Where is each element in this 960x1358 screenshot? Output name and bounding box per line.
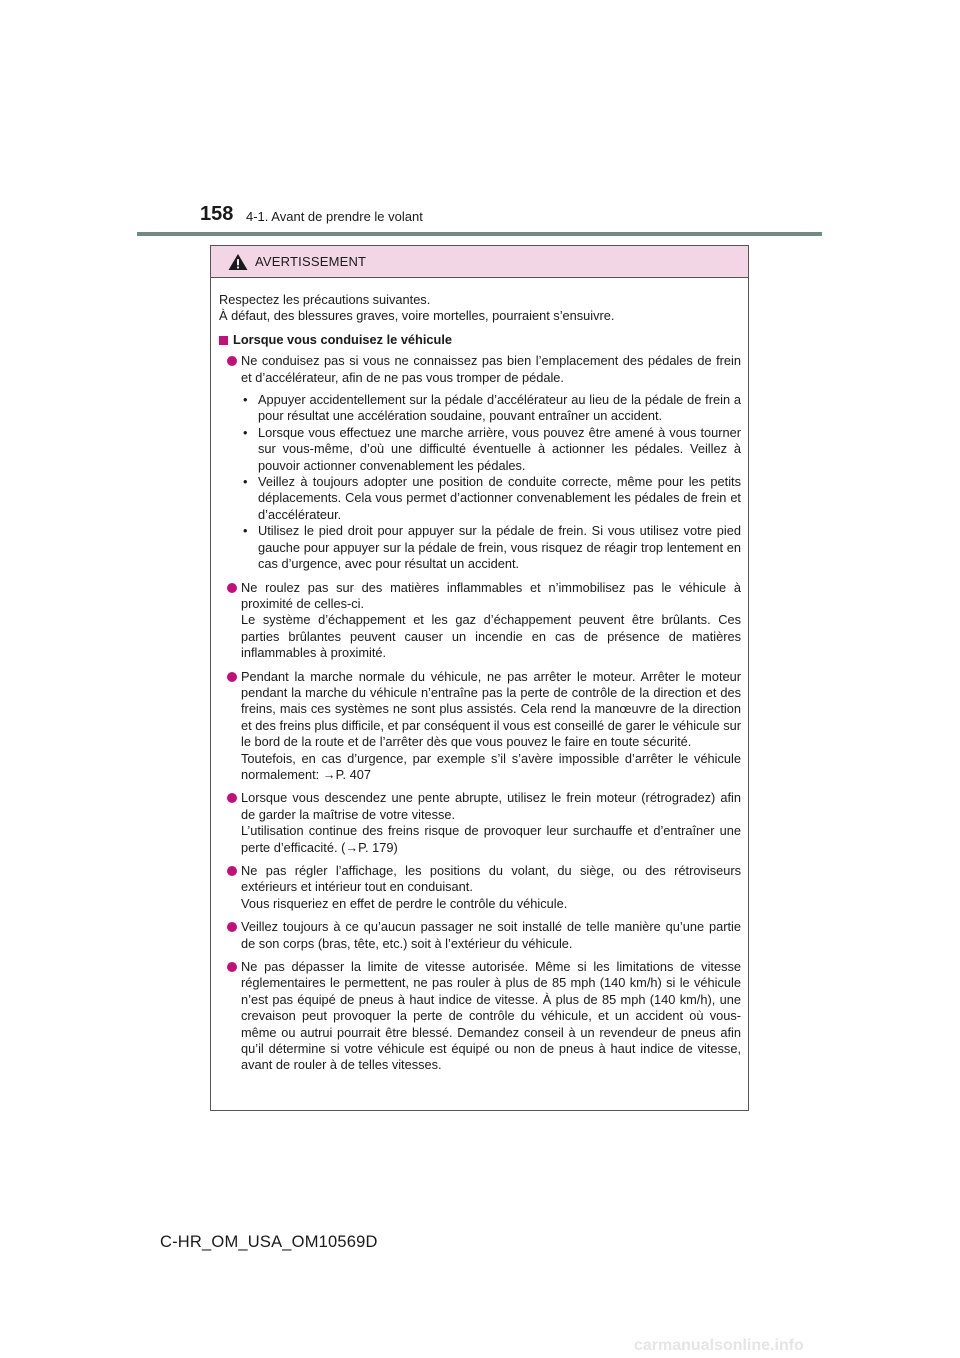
item-text: Ne pas régler l’affichage, les positions du volant, du siège, ou des rétroviseurs extérieurs et intérieur tout en conduisant. [241,863,741,895]
item-text: L’utilisation continue des freins risque de provoquer leur surchauffe et d’entraîner une perte d’efficacité. (→P. 179) [241,823,741,855]
item-text: Ne pas dépasser la limite de vitesse autorisée. Même si les limitations de vitesse réglementaires le permettent, ne pas rouler à plus de 85 mph (140 km/h) si le véhicule n’est pas équipé de pneus à haut indice de vitesse. À plus de 85 mph (140 km/h), une crevaison peut provoquer la perte de contrôle du véhicule, et un accident où vous-même ou autrui pourrait être blessé. Demandez conseil à un revendeur de pneus afin qu’il détermine si votre véhicule est équipé ou non de pneus à haut indice de vitesse, avant de rouler à de telles vitesses. [241,959,741,1073]
item-text: Le système d’échappement et les gaz d’échappement peuvent être brûlants. Ces parties brûlantes peuvent causer un incendie en cas de présence de matières inflammables à proximité. [241,612,741,661]
round-bullet-icon [227,922,241,932]
warning-item [227,580,741,662]
bullet-item: • Veillez à toujours adopter une position de conduite correcte, même pour les petits déplacements. Cela vous permet d’actionner convenablement les pédales de frein et d’accélérateur. [241,474,741,523]
warning-item [227,669,741,784]
warning-box [210,245,749,1111]
warning-item [227,959,741,1074]
page-number: 158 [200,203,234,225]
warning-body [211,278,748,1074]
header-divider [137,232,822,236]
warning-item [227,863,741,912]
round-bullet-icon [227,866,241,876]
round-bullet-icon [227,793,241,803]
section-title: 4-1. Avant de prendre le volant [246,209,423,224]
warning-title: AVERTISSEMENT [255,254,367,269]
item-text: Veillez toujours à ce qu’aucun passager ne soit installé de telle manière qu’une partie de son corps (bras, tête, etc.) soit à l’extérieur du véhicule. [241,919,741,951]
warning-intro [219,292,741,325]
round-bullet-icon [227,962,241,972]
item-text: Pendant la marche normale du véhicule, ne pas arrêter le moteur. Arrêter le moteur pendant la marche du véhicule n’entraîne pas la perte de contrôle de la direction et des freins, mais ces systèmes ne sont plus assistés. Cela rend la manœuvre de la direction et des freins plus difficile, et par conséquent il vous est conseillé de garer le véhicule sur le bord de la route et de l’arrêter dès que vous pouvez le faire en toute sécurité. [241,668,741,750]
item-text: Toutefois, en cas d’urgence, par exemple s’il s’avère impossible d’arrêter le véhicule normalement: →P. 407 [241,750,741,782]
bullet-item: • Appuyer accidentellement sur la pédale d’accélérateur au lieu de la pédale de frein a pour résultat une accélération soudaine, pouvant entraîner un accident. [241,392,741,425]
item-text: Vous risqueriez en effet de perdre le contrôle du véhicule. [241,895,568,911]
item-text: Ne conduisez pas si vous ne connaissez pas bien l’emplacement des pédales de frein et d’accélérateur, afin de ne pas vous tromper de pédale. [241,353,741,385]
bullet-list [241,392,741,572]
item-text: Ne roulez pas sur des matières inflammables et n’immobilisez pas le véhicule à proximité de celles-ci. [241,579,741,611]
intro-line: À défaut, des blessures graves, voire mortelles, pourraient s’ensuivre. [219,308,615,324]
warning-item [227,353,741,572]
round-bullet-icon [227,672,241,682]
warning-header [211,246,748,278]
square-bullet-icon [219,336,228,345]
warning-item [227,919,741,952]
warning-item [227,790,741,856]
intro-line: Respectez les précautions suivantes. [219,292,431,307]
round-bullet-icon [227,583,241,593]
round-bullet-icon [227,356,241,366]
bullet-item: • Lorsque vous effectuez une marche arrière, vous pouvez être amené à vous tourner sur vous-même, d’où une difficulté éventuelle à actionner les pédales. Veillez à pouvoir actionner convenablement les pédales. [241,425,741,474]
watermark: carmanualsonline.info [634,1337,804,1354]
subheading [219,332,741,348]
bullet-item: • Utilisez le pied droit pour appuyer sur la pédale de frein. Si vous utilisez votre pied gauche pour appuyer sur la pédale de frein, vous risquez de réagir trop lentement en cas d’urgence, avec pour résultat un accident. [241,523,741,572]
item-text: Lorsque vous descendez une pente abrupte, utilisez le frein moteur (rétrogradez) afin de garder la maîtrise de votre vitesse. [241,790,741,822]
warning-triangle-icon [227,253,249,271]
document-code: C-HR_OM_USA_OM10569D [160,1233,378,1251]
subheading-text: Lorsque vous conduisez le véhicule [233,331,453,347]
